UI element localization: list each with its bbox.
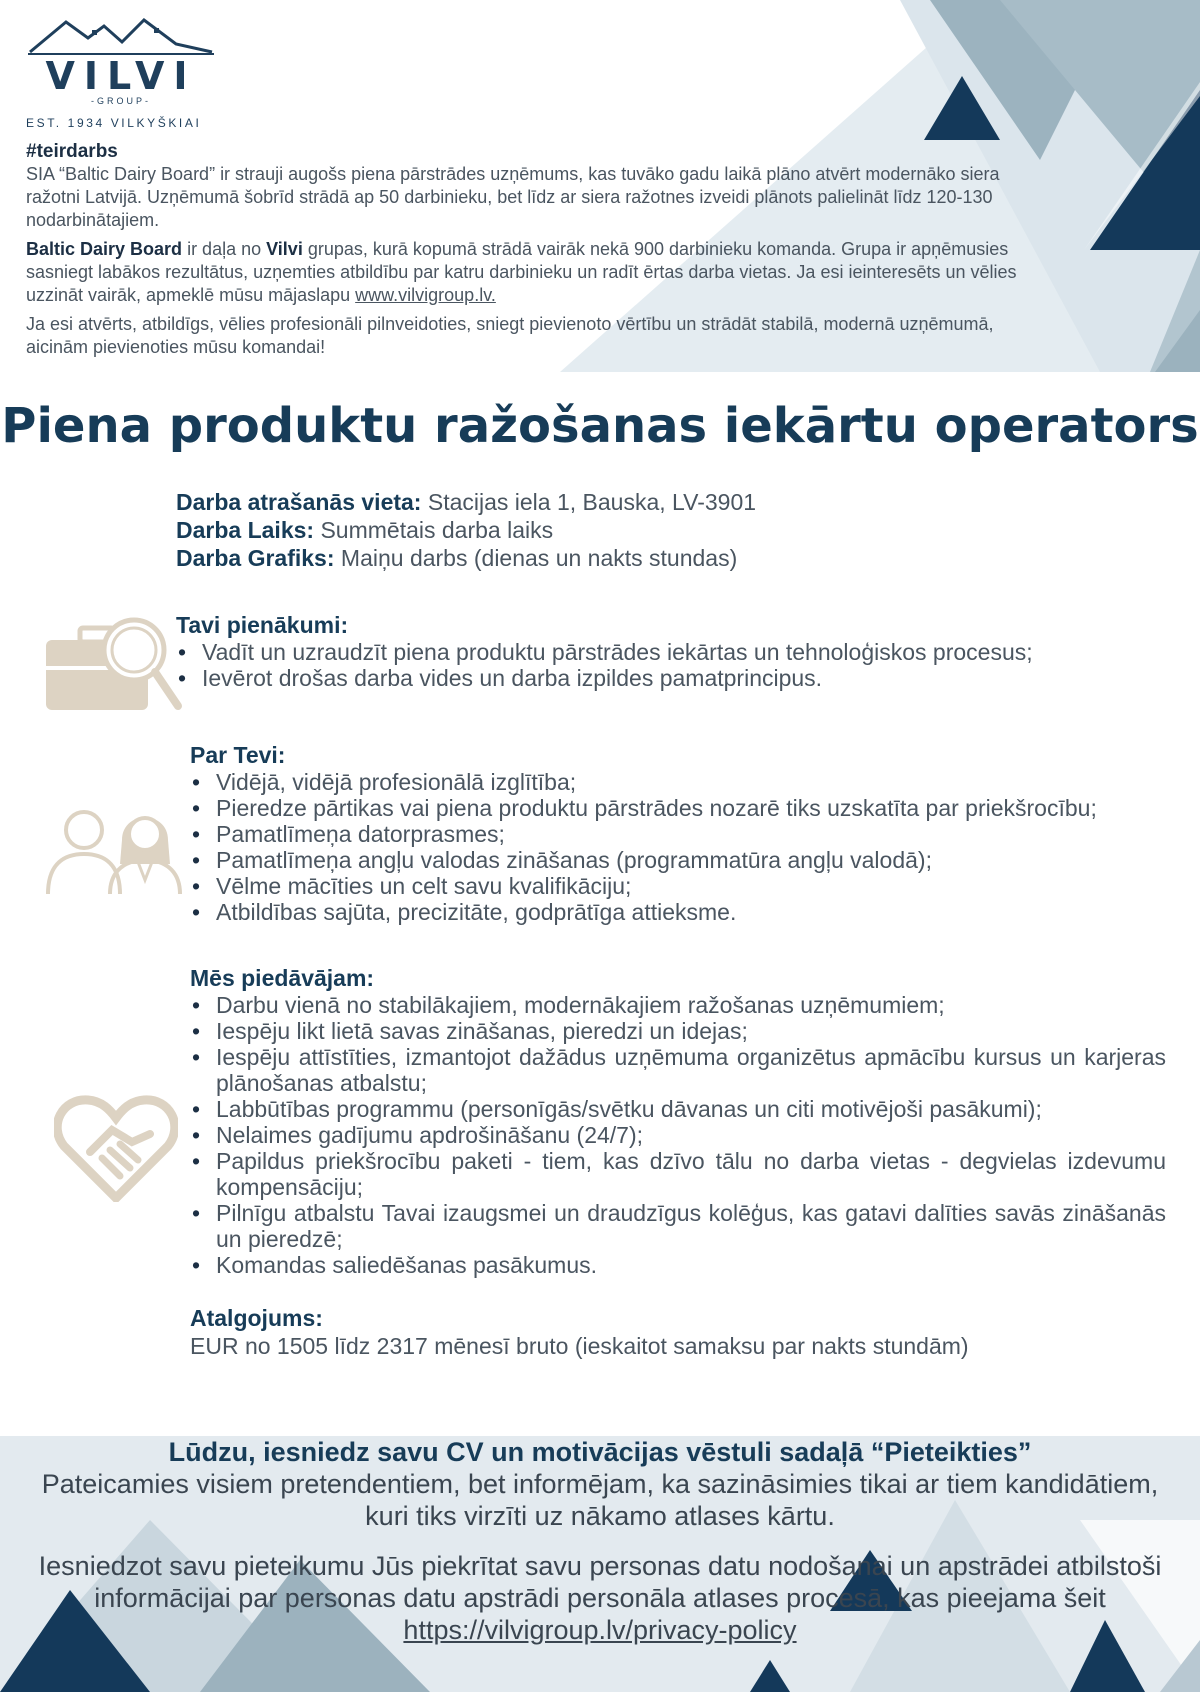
salary-value: EUR no 1505 līdz 2317 mēnesī bruto (ieskaitot samaksu par nakts stundām): [190, 1333, 969, 1359]
list-item: • Papildus priekšrocību paketi - tiem, kas dzīvo tālu no darba vietas - degvielas izdevumu kompensāciju;: [216, 1148, 1166, 1200]
list-item: • Pilnīgu atbalstu Tavai izaugsmei un draudzīgus kolēģus, kas gatavi dalīties savās zināšanās un pieredzē;: [216, 1200, 1166, 1252]
logo-sub: -GROUP-: [91, 96, 151, 106]
intro: [26, 140, 1046, 365]
list-item: • Pamatlīmeņa angļu valodas zināšanas (programmatūra angļu valodā);: [216, 847, 1166, 873]
offer-heading: Mēs piedāvājam:: [190, 965, 375, 991]
time-value: Summētais darba laiks: [314, 517, 554, 543]
list-item: • Vēlme mācīties un celt savu kvalifikāciju;: [216, 873, 1166, 899]
list-item: • Atbildības sajūta, precizitāte, godprātīga attieksme.: [216, 899, 1166, 925]
heart-handshake-icon: [54, 1094, 178, 1202]
apply-call-to-action: Lūdzu, iesniedz savu CV un motivācijas vēstuli sadaļā “Pieteikties”: [168, 1437, 1032, 1467]
intro-text: grupas, kurā kopumā strādā vairāk nekā 900 darbinieku komanda. Grupa ir apņēmusies sasniegt labākos rezultātus, uzņemties atbildību par katru darbinieku un radīt ērtas darba vietas. Ja esi ieinteresēts un vēlies uzzināt vairāk, apmeklē mūsu mājaslapu: [26, 239, 1017, 305]
group-name: Vilvi: [266, 239, 303, 259]
list-item: • Pamatlīmeņa datorprasmes;: [216, 821, 1166, 847]
list-item: • Pieredze pārtikas vai piena produktu pārstrādes nozarē tiks uzskatīta par priekšrocību;: [216, 795, 1166, 821]
list-item: • Iespēju likt lietā savas zināšanas, pieredzi un idejas;: [216, 1018, 1166, 1044]
footer: [0, 1436, 1200, 1646]
logo-mountains-icon: [26, 14, 216, 56]
job-details: [176, 488, 756, 572]
logo-est: EST. 1934 VILKYŠKIAI: [26, 116, 202, 130]
salary-section: [190, 1304, 1166, 1360]
duties-section: [176, 611, 1176, 691]
schedule-value: Maiņu darbs (dienas un nakts stundas): [334, 545, 738, 571]
list-item: • Vidējā, vidējā profesionālā izglītība;: [216, 769, 1166, 795]
about-you-heading: Par Tevi:: [190, 742, 286, 768]
duties-list: [176, 639, 1176, 691]
offer-list: [190, 992, 1166, 1278]
list-item: • Komandas saliedēšanas pasākumus.: [216, 1252, 1166, 1278]
duties-heading: Tavi pienākumi:: [176, 612, 349, 638]
hashtag: #teirdarbs: [26, 141, 118, 162]
location-value: Stacijas iela 1, Bauska, LV-3901: [421, 489, 757, 515]
list-item: • Nelaimes gadījumu apdrošināšanu (24/7);: [216, 1122, 1166, 1148]
company-name: Baltic Dairy Board: [26, 239, 183, 259]
logo: [26, 14, 226, 130]
about-you-section: [190, 741, 1166, 925]
privacy-policy-link[interactable]: https://vilvigroup.lv/privacy-policy: [403, 1615, 797, 1645]
intro-paragraph-2: [26, 238, 1046, 307]
people-icon: [44, 800, 184, 896]
salary-heading: Atalgojums:: [190, 1305, 323, 1331]
list-item: • Darbu vienā no stabilākajiem, modernākajiem ražošanas uzņēmumiem;: [216, 992, 1166, 1018]
time-row: [176, 516, 756, 544]
intro-paragraph-1: SIA “Baltic Dairy Board” ir strauji augošs piena pārstrādes uzņēmums, kas tuvāko gadu laikā plāno atvērt modernāko siera ražotni Latvijā. Uzņēmumā šobrīd strādā ap 50 darbinieku, bet līdz ar siera ražotnes izveidi plānots palielināt līdz 120-130 nodarbinātajiem.: [26, 164, 1000, 230]
list-item: • Ievērot drošas darba vides un darba izpildes pamatprincipus.: [202, 665, 1176, 691]
offer-section: [190, 964, 1166, 1278]
thanks-text: Pateicamies visiem pretendentiem, bet informējam, ka sazināsimies tikai ar tiem kandidātiem, kuri tiks virzīti uz nākamo atlases kārtu.: [41, 1469, 1159, 1531]
intro-paragraph-3: Ja esi atvērts, atbildīgs, vēlies profesionāli pilnveidoties, sniegt pievienoto vērtību un strādāt stabilā, modernā uzņēmumā, aicinām pievienoties mūsu komandai!: [26, 314, 994, 357]
briefcase-search-icon: [42, 614, 184, 716]
about-you-list: [190, 769, 1166, 925]
list-item: • Vadīt un uzraudzīt piena produktu pārstrādes iekārtas un tehnoloģiskos procesus;: [202, 639, 1176, 665]
page-title: Piena produktu ražošanas iekārtu operators: [1, 398, 1199, 454]
location-label: Darba atrašanās vieta:: [176, 489, 422, 515]
schedule-row: [176, 544, 756, 572]
schedule-label: Darba Grafiks:: [176, 545, 335, 571]
intro-text: ir daļa no: [182, 239, 267, 259]
location-row: [176, 488, 756, 516]
logo-wordmark: VILVI: [45, 54, 197, 98]
list-item: • Labbūtības programmu (personīgās/svētku dāvanas un citi motivējoši pasākumi);: [216, 1096, 1166, 1122]
time-label: Darba Laiks:: [176, 517, 315, 543]
list-item: • Iespēju attīstīties, izmantojot dažādus uzņēmuma organizētus apmācību kursus un karjeras plānošanas atbalstu;: [216, 1044, 1166, 1096]
website-link[interactable]: www.vilvigroup.lv.: [355, 285, 496, 305]
privacy-text: Iesniedzot savu pieteikumu Jūs piekrītat savu personas datu nodošanai un apstrādei atbilstoši informācijai par personas datu apstrādi personāla atlases procesā, kas pieejama šeit: [38, 1551, 1162, 1613]
